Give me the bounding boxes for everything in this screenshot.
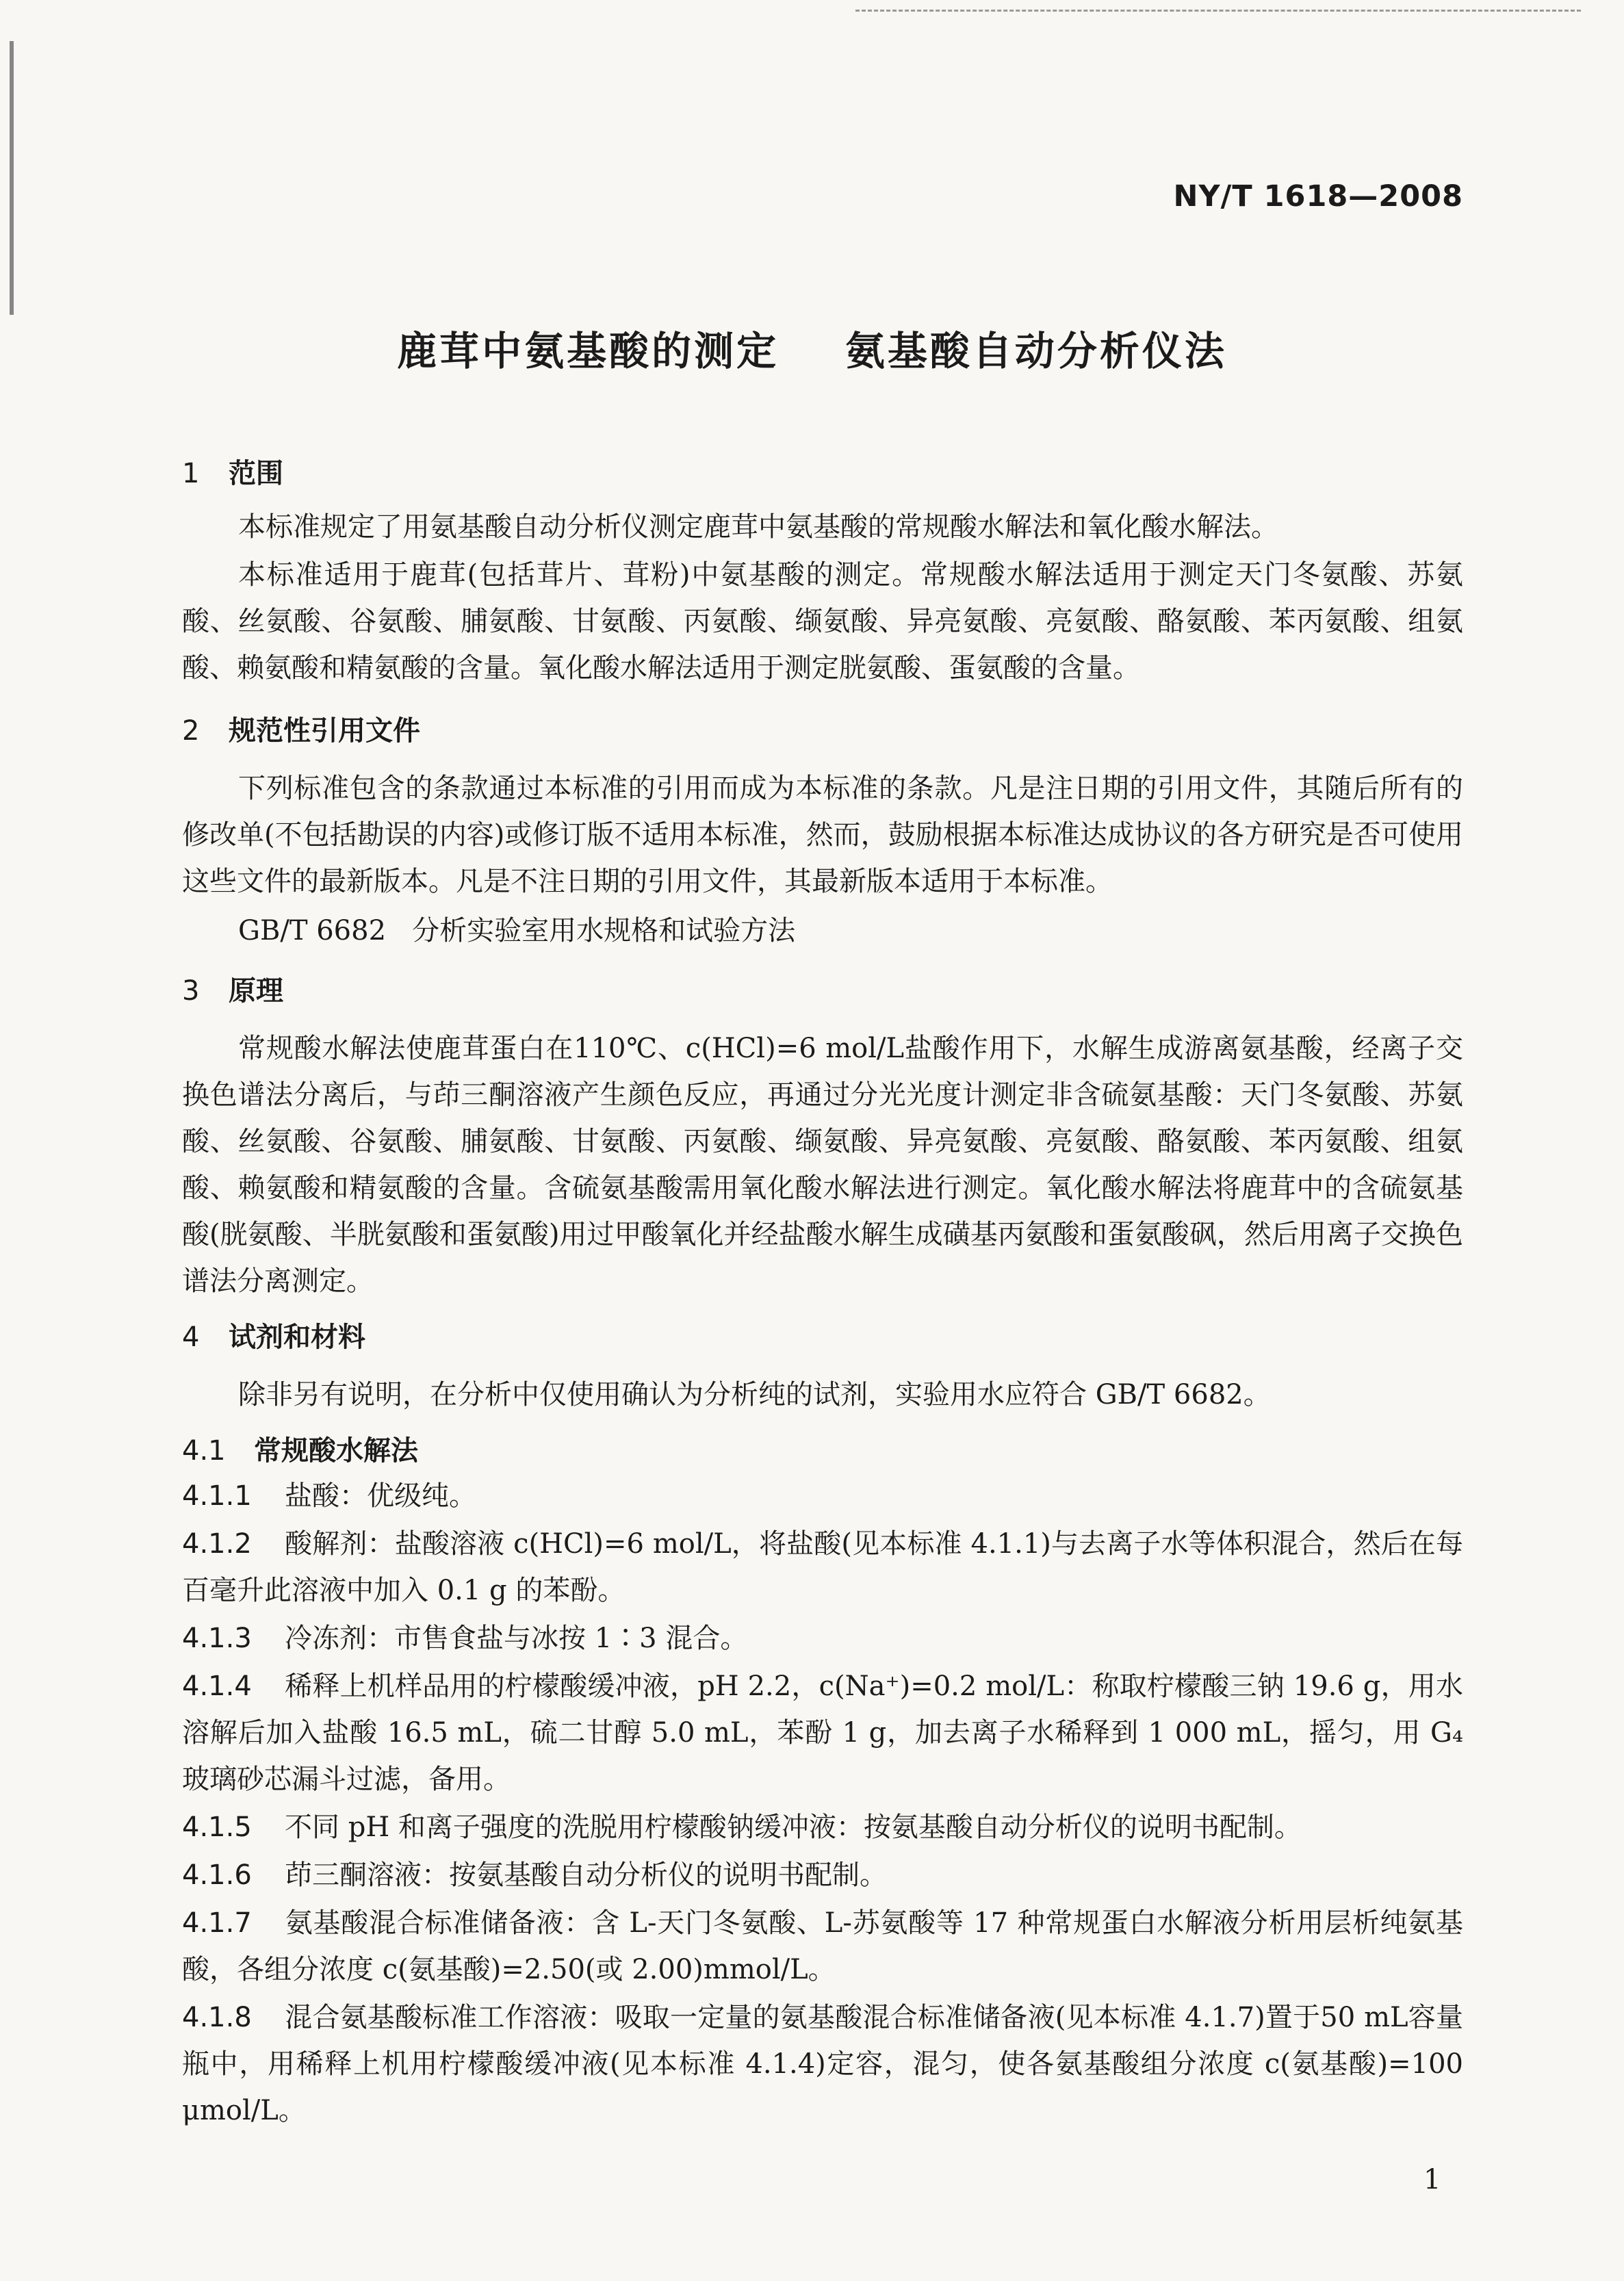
item-text: 冷冻剂：市售食盐与冰按 1∶3 混合。 bbox=[285, 1623, 748, 1654]
subsection-title: 常规酸水解法 bbox=[254, 1435, 418, 1467]
item-number: 4.1.3 bbox=[182, 1623, 252, 1654]
item-number: 4.1.2 bbox=[182, 1528, 252, 1560]
item-number: 4.1.5 bbox=[182, 1812, 252, 1843]
item-number: 4.1.1 bbox=[182, 1480, 252, 1512]
item-text: 酸解剂：盐酸溶液 c(HCl)=6 mol/L，将盐酸(见本标准 4.1.1)与去离子水等体积混合，然后在每百毫升此溶液中加入 0.1 g 的苯酚。 bbox=[182, 1528, 1463, 1606]
item-text: 混合氨基酸标准工作溶液：吸取一定量的氨基酸混合标准储备液(见本标准 4.1.7)置于50 mL容量瓶中，用稀释上机用柠檬酸缓冲液(见本标准 4.1.4)定容，混匀，使各氨基酸组分浓度 c(氨基酸)=100 μmol/L。 bbox=[182, 2002, 1463, 2126]
item-text: 茚三酮溶液：按氨基酸自动分析仪的说明书配制。 bbox=[285, 1859, 887, 1891]
section-heading-scope bbox=[182, 452, 283, 491]
item-text: 氨基酸混合标准储备液：含 L-天门冬氨酸、L-苏氨酸等 17 种常规蛋白水解液分析用层析纯氨基酸，各组分浓度 c(氨基酸)=2.50(或 2.00)mmol/L。 bbox=[182, 1907, 1463, 1985]
subsection-heading bbox=[182, 1429, 418, 1468]
list-item bbox=[182, 1663, 1463, 1803]
list-item bbox=[182, 1473, 1463, 1519]
section-heading-normative-references bbox=[182, 709, 420, 748]
paragraph: 除非另有说明，在分析中仅使用确认为分析纯的试剂，实验用水应符合 GB/T 6682。 bbox=[238, 1379, 1271, 1410]
list-item bbox=[182, 1900, 1463, 1993]
list-item bbox=[182, 1615, 1463, 1662]
top-dashed-rule bbox=[855, 10, 1581, 12]
section-number: 1 bbox=[182, 458, 200, 489]
item-number: 4.1.6 bbox=[182, 1859, 252, 1891]
section-number: 2 bbox=[182, 715, 200, 747]
item-number: 4.1.8 bbox=[182, 2002, 252, 2033]
section-title: 试剂和材料 bbox=[229, 1322, 365, 1353]
section-number: 3 bbox=[182, 975, 200, 1007]
item-text: 盐酸：优级纯。 bbox=[285, 1480, 476, 1512]
paragraph: 本标准规定了用氨基酸自动分析仪测定鹿茸中氨基酸的常规酸水解法和氧化酸水解法。 bbox=[238, 511, 1278, 543]
list-item bbox=[182, 1852, 1463, 1898]
item-number: 4.1.4 bbox=[182, 1671, 252, 1702]
item-number: 4.1.7 bbox=[182, 1907, 252, 1939]
section-title: 原理 bbox=[229, 975, 283, 1007]
section-title: 范围 bbox=[229, 458, 283, 489]
paragraph: 常规酸水解法使鹿茸蛋白在110℃、c(HCl)=6 mol/L盐酸作用下，水解生成游离氨基酸，经离子交换色谱法分离后，与茚三酮溶液产生颜色反应，再通过分光光度计测定非含硫氨基酸：天门冬氨酸、苏氨酸、丝氨酸、谷氨酸、脯氨酸、甘氨酸、丙氨酸、缬氨酸、异亮氨酸、亮氨酸、酪氨酸、苯丙氨酸、组氨酸、赖氨酸和精氨酸的含量。含硫氨基酸需用氧化酸水解法进行测定。氧化酸水解法将鹿茸中的含硫氨基酸(胱氨酸、半胱氨酸和蛋氨酸)用过甲酸氧化并经盐酸水解生成磺基丙氨酸和蛋氨酸砜，然后用离子交换色谱法分离测定。 bbox=[182, 1033, 1463, 1297]
list-item bbox=[182, 1804, 1463, 1851]
reference-entry: GB/T 6682 分析实验室用水规格和试验方法 bbox=[238, 915, 796, 946]
section-heading-principle bbox=[182, 969, 283, 1008]
section-number: 4 bbox=[182, 1322, 200, 1353]
document-title: 鹿茸中氨基酸的测定 氨基酸自动分析仪法 bbox=[397, 328, 1227, 374]
paragraph: 本标准适用于鹿茸(包括茸片、茸粉)中氨基酸的测定。常规酸水解法适用于测定天门冬氨酸、苏氨酸、丝氨酸、谷氨酸、脯氨酸、甘氨酸、丙氨酸、缬氨酸、异亮氨酸、亮氨酸、酪氨酸、苯丙氨酸、组氨酸、赖氨酸和精氨酸的含量。氧化酸水解法适用于测定胱氨酸、蛋氨酸的含量。 bbox=[182, 559, 1463, 684]
standard-code: NY/T 1618—2008 bbox=[1173, 179, 1463, 214]
item-text: 稀释上机样品用的柠檬酸缓冲液，pH 2.2，c(Na⁺)=0.2 mol/L：称取柠檬酸三钠 19.6 g，用水溶解后加入盐酸 16.5 mL，硫二甘醇 5.0 mL，苯酚 1 g，加去离子水稀释到 1 000 mL，摇匀，用 G₄ 玻璃砂芯漏斗过滤，备用。 bbox=[182, 1671, 1463, 1795]
paragraph: 下列标准包含的条款通过本标准的引用而成为本标准的条款。凡是注日期的引用文件，其随后所有的修改单(不包括勘误的内容)或修订版不适用本标准，然而，鼓励根据本标准达成协议的各方研究是否可使用这些文件的最新版本。凡是不注日期的引用文件，其最新版本适用于本标准。 bbox=[182, 773, 1463, 897]
list-item bbox=[182, 1994, 1463, 2134]
section-heading-reagents bbox=[182, 1315, 365, 1354]
list-item bbox=[182, 1521, 1463, 1614]
page-number: 1 bbox=[1423, 2164, 1441, 2195]
scan-edge-shadow bbox=[10, 41, 14, 315]
section-title: 规范性引用文件 bbox=[229, 715, 420, 747]
subsection-number: 4.1 bbox=[182, 1435, 226, 1467]
item-text: 不同 pH 和离子强度的洗脱用柠檬酸钠缓冲液：按氨基酸自动分析仪的说明书配制。 bbox=[285, 1812, 1302, 1843]
